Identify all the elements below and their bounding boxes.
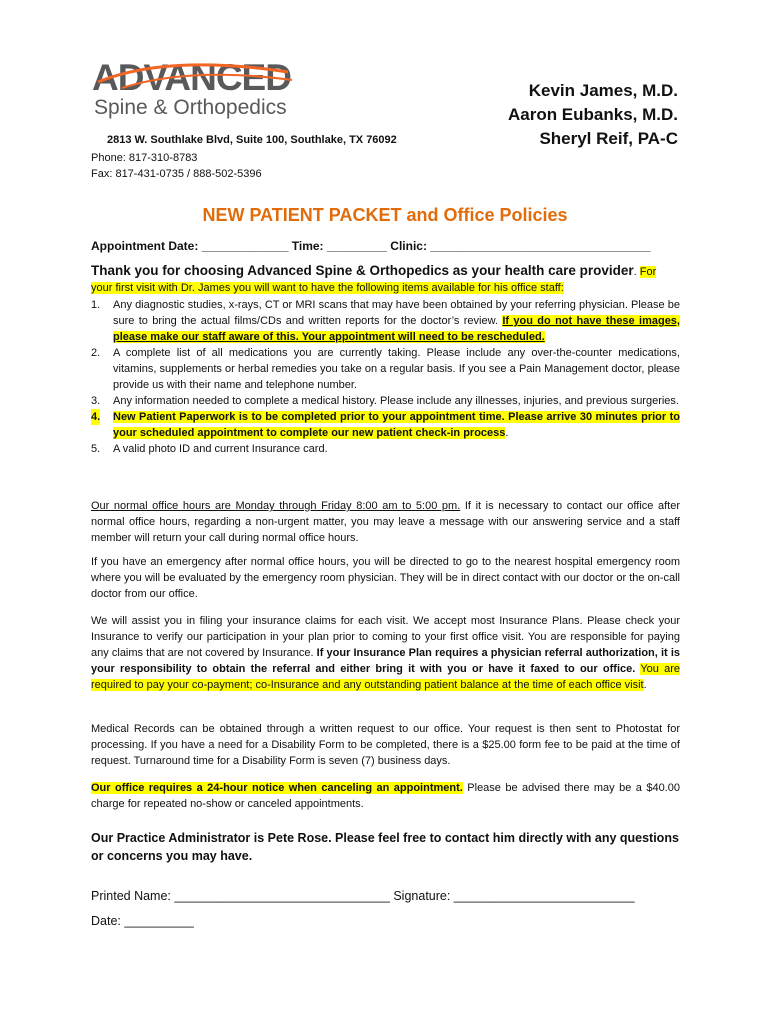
list-item-number: 4. — [91, 411, 101, 423]
list-item-tail: . — [505, 427, 509, 439]
doctor-name: Sheryl Reif, PA-C — [539, 129, 678, 148]
list-item — [91, 297, 680, 345]
cancellation-text: Please be advised there may be a $40.00 charge for repeated no-show or canceled appointments. — [91, 782, 680, 810]
document-title: NEW PATIENT PACKET and Office Policies — [202, 205, 568, 225]
insurance-text: We will assist you in filing your insurance claims for each visit. We accept most Insurance Plans. Please check your Insurance to verify our participation in your plan prior to coming to your first office visit. You are responsible for paying any claims that are not covered by Insurance. — [91, 615, 680, 659]
logo-swoosh-icon — [92, 58, 302, 98]
practice-fax: Fax: 817-431-0735 / 888-502-5396 — [91, 168, 262, 180]
list-item-text: Any diagnostic studies, x-rays, CT or MRI scans that may have been obtained by your referring physician. Please be sure to bring the actual films/CDs and written reports for the doctor’s review. — [113, 299, 680, 327]
required-items-list — [91, 297, 680, 457]
practice-address: 2813 W. Southlake Blvd, Suite 100, Southlake, TX 76092 — [107, 134, 397, 146]
list-item-text: Any information needed to complete a medical history. Please include any illnesses, injuries, and previous surgeries. — [113, 395, 679, 407]
office-hours-paragraph — [91, 498, 680, 546]
date-line: Date: __________ — [91, 914, 194, 928]
list-item-highlight: If you do not have these images, please make our staff aware of this. Your appointment will need to be rescheduled. — [113, 315, 680, 343]
logo-wordmark: ADVANCED — [92, 57, 291, 98]
list-item-text: A valid photo ID and current Insurance card. — [113, 443, 328, 455]
list-item — [91, 409, 680, 441]
insurance-highlight-text: You are required to pay your co-payment; co-Insurance and any outstanding patient balance at the time of each office visit — [91, 663, 680, 691]
appointment-fields-line: Appointment Date: _____________ Time: _________ Clinic: _________________________________ — [91, 239, 651, 253]
intro-highlight-text: For your first visit with Dr. James you will want to have the following items available for his office staff: — [91, 266, 657, 294]
intro-heading: Thank you for choosing Advanced Spine & Orthopedics as your health care provider — [91, 263, 634, 278]
printed-name-signature-line: Printed Name: _______________________________ Signature: __________________________ — [91, 889, 635, 903]
list-item — [91, 345, 680, 393]
list-item-highlight: New Patient Paperwork is to be completed prior to your appointment time. Please arrive 30 minutes prior to your scheduled appointment to complete our new patient check-in process — [113, 411, 680, 439]
intro-heading-period: . — [633, 266, 637, 278]
practice-phone: Phone: 817-310-8783 — [91, 152, 198, 164]
cancellation-paragraph — [91, 780, 680, 812]
practice-administrator-note: Our Practice Administrator is Pete Rose. Please feel free to contact him directly with any questions or concerns you may have. — [91, 831, 679, 863]
list-item — [91, 393, 680, 409]
insurance-tail: . — [643, 679, 647, 691]
list-item — [91, 441, 680, 457]
insurance-paragraph — [91, 613, 680, 693]
list-item-number: 5. — [91, 443, 101, 455]
doctor-name: Kevin James, M.D. — [528, 81, 678, 100]
office-hours-underlined: Our normal office hours are Monday through Friday 8:00 am to 5:00 pm. — [91, 500, 461, 512]
list-item-number: 1. — [91, 299, 101, 311]
emergency-paragraph: If you have an emergency after normal office hours, you will be directed to go to the nearest hospital emergency room where you will be evaluated by the emergency room physician. They will be in direct contact with our doctor or the on-call doctor from our office. — [91, 556, 680, 600]
logo-subtitle: Spine & Orthopedics — [94, 96, 287, 119]
office-hours-text: If it is necessary to contact our office after normal office hours, regarding a non-urgent matter, you may leave a message with our answering service and a staff member will return your call during normal office hours. — [91, 500, 680, 544]
insurance-bold-text: If your Insurance Plan requires a physician referral authorization, it is your responsibility to obtain the referral and either bring it with you or have it faxed to our office. — [91, 647, 680, 675]
medical-records-paragraph: Medical Records can be obtained through a written request to our office. Your request is then sent to Photostat for processing. If you have a need for a Disability Form to be completed, there is a $25.00 form fee to be paid at the time of request. Turnaround time for a Disability Form is seven (7) business days. — [91, 723, 680, 767]
doctor-name: Aaron Eubanks, M.D. — [507, 105, 678, 124]
practice-logo — [92, 58, 302, 126]
cancellation-highlight: Our office requires a 24-hour notice when canceling an appointment. — [91, 782, 463, 794]
list-item-number: 3. — [91, 395, 101, 407]
list-item-text: A complete list of all medications you are currently taking. Please include any over-the-counter medications, vitamins, supplements or herbal remedies you take on a regular basis. If you see a Pain Management doctor, please provide us with their name and telephone number. — [113, 347, 680, 391]
intro-paragraph — [91, 263, 680, 296]
list-item-number: 2. — [91, 347, 101, 359]
